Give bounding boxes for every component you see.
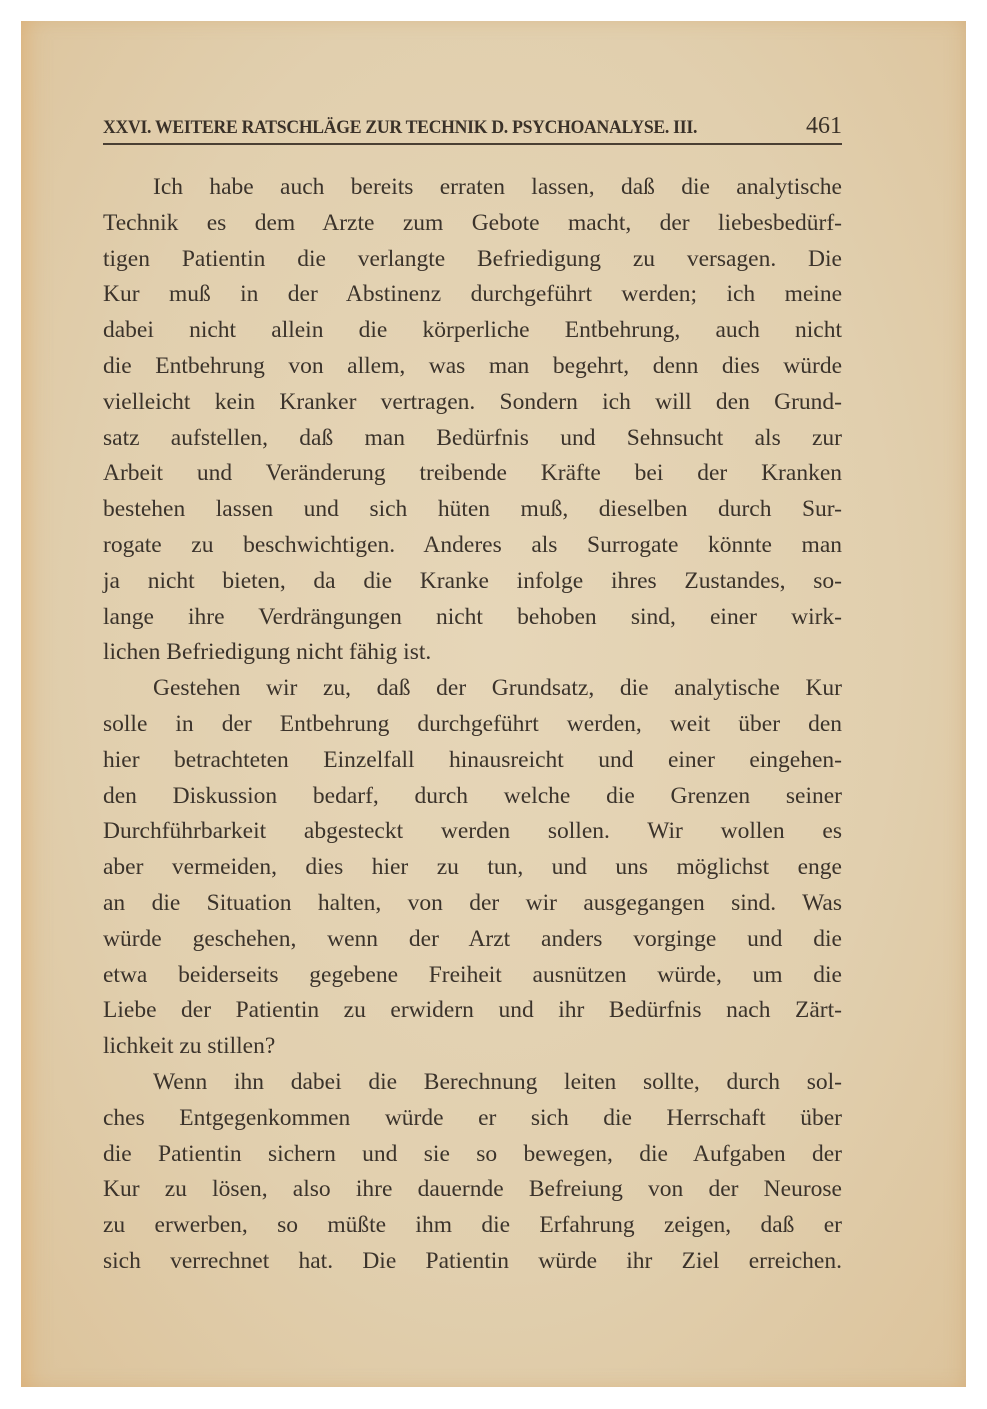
- page-number: 461: [806, 113, 842, 139]
- header-rule: [103, 143, 842, 145]
- text-line: würde geschehen, wenn der Arzt anders vorginge und die: [103, 925, 842, 952]
- text-line: bestehen lassen und sich hüten muß, dieselben durch Sur-: [103, 496, 842, 523]
- text-line: Kur zu lösen, also ihre dauernde Befreiung von der Neurose: [103, 1176, 842, 1203]
- text-line: Durchführbarkeit abgesteckt werden sollen. Wir wollen es: [103, 818, 842, 845]
- text-line: tigen Patientin die verlangte Befriedigung zu versagen. Die: [103, 245, 842, 272]
- text-line: aber vermeiden, dies hier zu tun, und uns möglichst enge: [103, 854, 842, 881]
- text-line: hier betrachteten Einzelfall hinausreicht und einer eingehen-: [103, 746, 842, 773]
- text-line: Liebe der Patientin zu erwidern und ihr Bedürfnis nach Zärt-: [103, 997, 842, 1024]
- text-line: etwa beiderseits gegebene Freiheit ausnützen würde, um die: [103, 961, 842, 988]
- text-line: zu erwerben, so müßte ihm die Erfahrung zeigen, daß er: [103, 1212, 842, 1239]
- text-line: den Diskussion bedarf, durch welche die Grenzen seiner: [103, 782, 842, 809]
- text-line: lichkeit zu stillen?: [103, 1033, 276, 1060]
- text-line: dabei nicht allein die körperliche Entbehrung, auch nicht: [103, 317, 842, 344]
- text-line: Wenn ihn dabei die Berechnung leiten sollte, durch sol-: [153, 1068, 842, 1095]
- text-line: sich verrechnet hat. Die Patientin würde ihr Ziel erreichen.: [103, 1247, 842, 1274]
- text-line: Kur muß in der Abstinenz durchgeführt werden; ich meine: [103, 281, 842, 308]
- text-line: Ich habe auch bereits erraten lassen, daß die analytische: [153, 174, 842, 200]
- text-line: ja nicht bieten, da die Kranke infolge ihres Zustandes, so-: [103, 567, 842, 594]
- text-line: solle in der Entbehrung durchgeführt werden, weit über den: [103, 710, 842, 737]
- text-line: Gestehen wir zu, daß der Grundsatz, die analytische Kur: [153, 675, 842, 702]
- text-line: lange ihre Verdrängungen nicht behoben sind, einer wirk-: [103, 603, 842, 630]
- text-line: rogate zu beschwichtigen. Anderes als Surrogate könnte man: [103, 531, 842, 558]
- text-line: Arbeit und Veränderung treibende Kräfte bei der Kranken: [103, 460, 842, 487]
- text-line: an die Situation halten, von der wir ausgegangen sind. Was: [103, 889, 842, 916]
- text-line: lichen Befriedigung nicht fähig ist.: [103, 639, 432, 666]
- body-text: [103, 170, 842, 1280]
- text-line: ches Entgegenkommen würde er sich die Herrschaft über: [103, 1104, 842, 1131]
- text-line: Technik es dem Arzte zum Gebote macht, der liebesbedürf-: [103, 209, 842, 236]
- text-line: die Entbehrung von allem, was man begehrt, denn dies würde: [103, 352, 842, 379]
- text-line: satz aufstellen, daß man Bedürfnis und Sehnsucht als zur: [103, 424, 842, 451]
- running-header: [103, 113, 842, 140]
- text-line: vielleicht kein Kranker vertragen. Sondern ich will den Grund-: [103, 388, 842, 415]
- text-line: die Patientin sichern und sie so bewegen, die Aufgaben der: [103, 1140, 842, 1167]
- running-title: XXVI. WEITERE RATSCHLÄGE ZUR TECHNIK D. PSYCHOANALYSE. III.: [103, 117, 698, 138]
